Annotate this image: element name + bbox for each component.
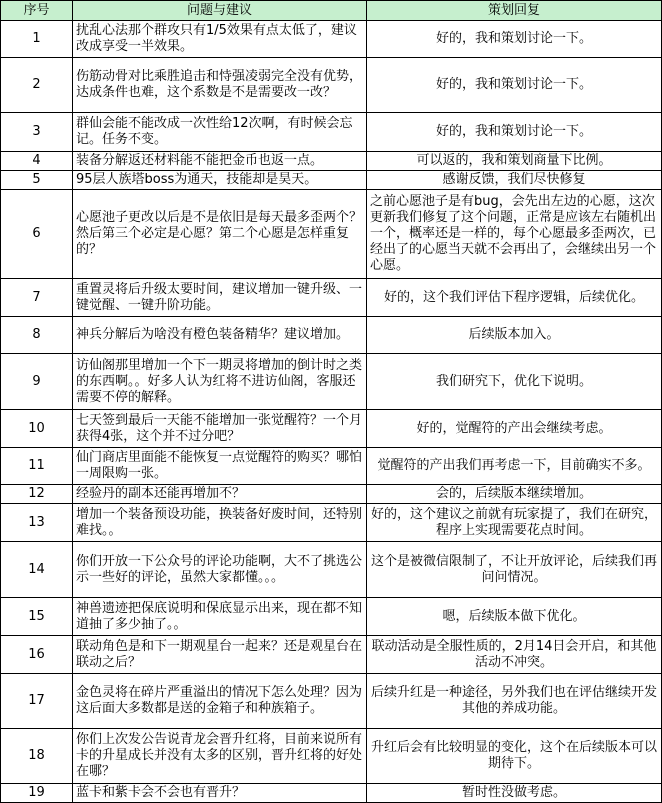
- table-row: [1, 636, 662, 674]
- row-question: 你们开放一下公众号的评论功能啊，大不了挑选公示一些好的评论，虽然大家都懂。。。: [73, 542, 367, 598]
- row-reply: 联动活动是全服性质的，2月14日会开启，和其他活动不冲突。: [367, 636, 662, 674]
- row-number: 16: [1, 636, 73, 674]
- row-reply: 升红后会有比较明显的变化，这个在后续版本可以期待下。: [367, 729, 662, 784]
- table-row: [1, 504, 662, 542]
- row-reply: 我们研究下，优化下说明。: [367, 354, 662, 410]
- row-question: 心愿池子更改以后是不是依旧是每天最多歪两个？然后第三个必定是心愿？第二个心愿是怎样重复的？: [73, 190, 367, 279]
- row-reply: 暂时性没做考虑。: [367, 784, 662, 803]
- row-question: 增加一个装备预设功能，换装备好废时间，还特别难找。。: [73, 504, 367, 542]
- header-reply: 策划回复: [367, 1, 662, 21]
- table-row: [1, 190, 662, 279]
- row-number: 2: [1, 58, 73, 113]
- row-reply: 后续升红是一种途径，另外我们也在评估继续开发其他的养成功能。: [367, 674, 662, 729]
- table-row: [1, 113, 662, 152]
- row-question: 神兽遗迹把保底说明和保底显示出来，现在都不知道抽了多少抽了。。: [73, 598, 367, 636]
- table-row: [1, 354, 662, 410]
- row-question: 神兵分解后为啥没有橙色装备精华？建议增加。: [73, 317, 367, 354]
- table-row: [1, 542, 662, 598]
- row-reply: 之前心愿池子是有bug，会先出左边的心愿，这次更新我们修复了这个问题，正常是应该左右随机出一个，概率还是一样的，每个心愿最多歪两次，已经出了的心愿当天就不会再出了，会继续出另一个心愿。: [367, 190, 662, 279]
- row-reply: 好的，我和策划讨论一下。: [367, 58, 662, 113]
- row-number: 6: [1, 190, 73, 279]
- row-number: 19: [1, 784, 73, 803]
- row-number: 14: [1, 542, 73, 598]
- row-question: 七天签到最后一天能不能增加一张觉醒符？一个月获得4张，这个并不过分吧？: [73, 410, 367, 448]
- row-reply: 感谢反馈，我们尽快修复: [367, 171, 662, 190]
- header-question: 问题与建议: [73, 1, 367, 21]
- row-question: 扰乱心法那个群攻只有1/5效果有点太低了，建议改成享受一半效果。: [73, 21, 367, 58]
- row-question: 95层人族塔boss为通天，技能却是昊天。: [73, 171, 367, 190]
- row-reply: 好的，我和策划讨论一下。: [367, 21, 662, 58]
- row-reply: 这个是被微信限制了，不让开放评论，后续我们再问问情况。: [367, 542, 662, 598]
- row-question: 经验丹的副本还能再增加不？: [73, 485, 367, 504]
- row-question: 群仙会能不能改成一次性给12次啊，有时候会忘记。任务不变。: [73, 113, 367, 152]
- table-row: [1, 58, 662, 113]
- row-number: 1: [1, 21, 73, 58]
- row-number: 17: [1, 674, 73, 729]
- row-number: 4: [1, 152, 73, 171]
- row-reply: 后续版本加入。: [367, 317, 662, 354]
- row-reply: 会的，后续版本继续增加。: [367, 485, 662, 504]
- table-row: [1, 171, 662, 190]
- row-number: 13: [1, 504, 73, 542]
- row-question: 伤筋动骨对比乘胜追击和恃强凌弱完全没有优势，达成条件也难，这个系数是不是需要改一改？: [73, 58, 367, 113]
- row-question: 联动角色是和下一期观星台一起来？还是观星台在联动之后？: [73, 636, 367, 674]
- header-number: 序号: [1, 1, 73, 21]
- row-number: 9: [1, 354, 73, 410]
- table-row: [1, 410, 662, 448]
- row-question: 仙门商店里面能不能恢复一点觉醒符的购买？哪怕一周限购一张。: [73, 448, 367, 485]
- table-row: [1, 674, 662, 729]
- row-reply: 好的，这个建议之前就有玩家提了，我们在研究，程序上实现需要花点时间。: [367, 504, 662, 542]
- row-question: 装备分解返还材料能不能把金币也返一点。: [73, 152, 367, 171]
- row-number: 5: [1, 171, 73, 190]
- row-number: 15: [1, 598, 73, 636]
- row-reply: 好的，觉醒符的产出会继续考虑。: [367, 410, 662, 448]
- header-row: [1, 1, 662, 21]
- row-reply: 可以返的，我和策划商量下比例。: [367, 152, 662, 171]
- row-reply: 好的，我和策划讨论一下。: [367, 113, 662, 152]
- row-reply: 觉醒符的产出我们再考虑一下，目前确实不多。: [367, 448, 662, 485]
- row-number: 8: [1, 317, 73, 354]
- row-number: 12: [1, 485, 73, 504]
- table-row: [1, 279, 662, 317]
- row-number: 10: [1, 410, 73, 448]
- row-number: 7: [1, 279, 73, 317]
- table-row: [1, 21, 662, 58]
- row-question: 重置灵将后升级太要时间，建议增加一键升级、一键觉醒、一键升阶功能。: [73, 279, 367, 317]
- table-row: [1, 598, 662, 636]
- row-number: 11: [1, 448, 73, 485]
- table-row: [1, 317, 662, 354]
- row-reply: 好的，这个我们评估下程序逻辑，后续优化。: [367, 279, 662, 317]
- row-question: 蓝卡和紫卡会不会也有晋升？: [73, 784, 367, 803]
- row-question: 金色灵将在碎片严重溢出的情况下怎么处理？因为这后面大多数都是送的金箱子和种族箱子。: [73, 674, 367, 729]
- row-number: 18: [1, 729, 73, 784]
- table-row: [1, 729, 662, 784]
- table-row: [1, 152, 662, 171]
- table-row: [1, 485, 662, 504]
- row-number: 3: [1, 113, 73, 152]
- row-reply: 嗯，后续版本做下优化。: [367, 598, 662, 636]
- row-question: 你们上次发公告说青龙会晋升红将，目前来说所有卡的升星成长并没有太多的区别，晋升红将的好处在哪？: [73, 729, 367, 784]
- table-row: [1, 784, 662, 803]
- row-question: 访仙阁那里增加一个下一期灵将增加的倒计时之类的东西啊。。好多人认为红将不进访仙阁，客服还需要不停的解释。: [73, 354, 367, 410]
- table-row: [1, 448, 662, 485]
